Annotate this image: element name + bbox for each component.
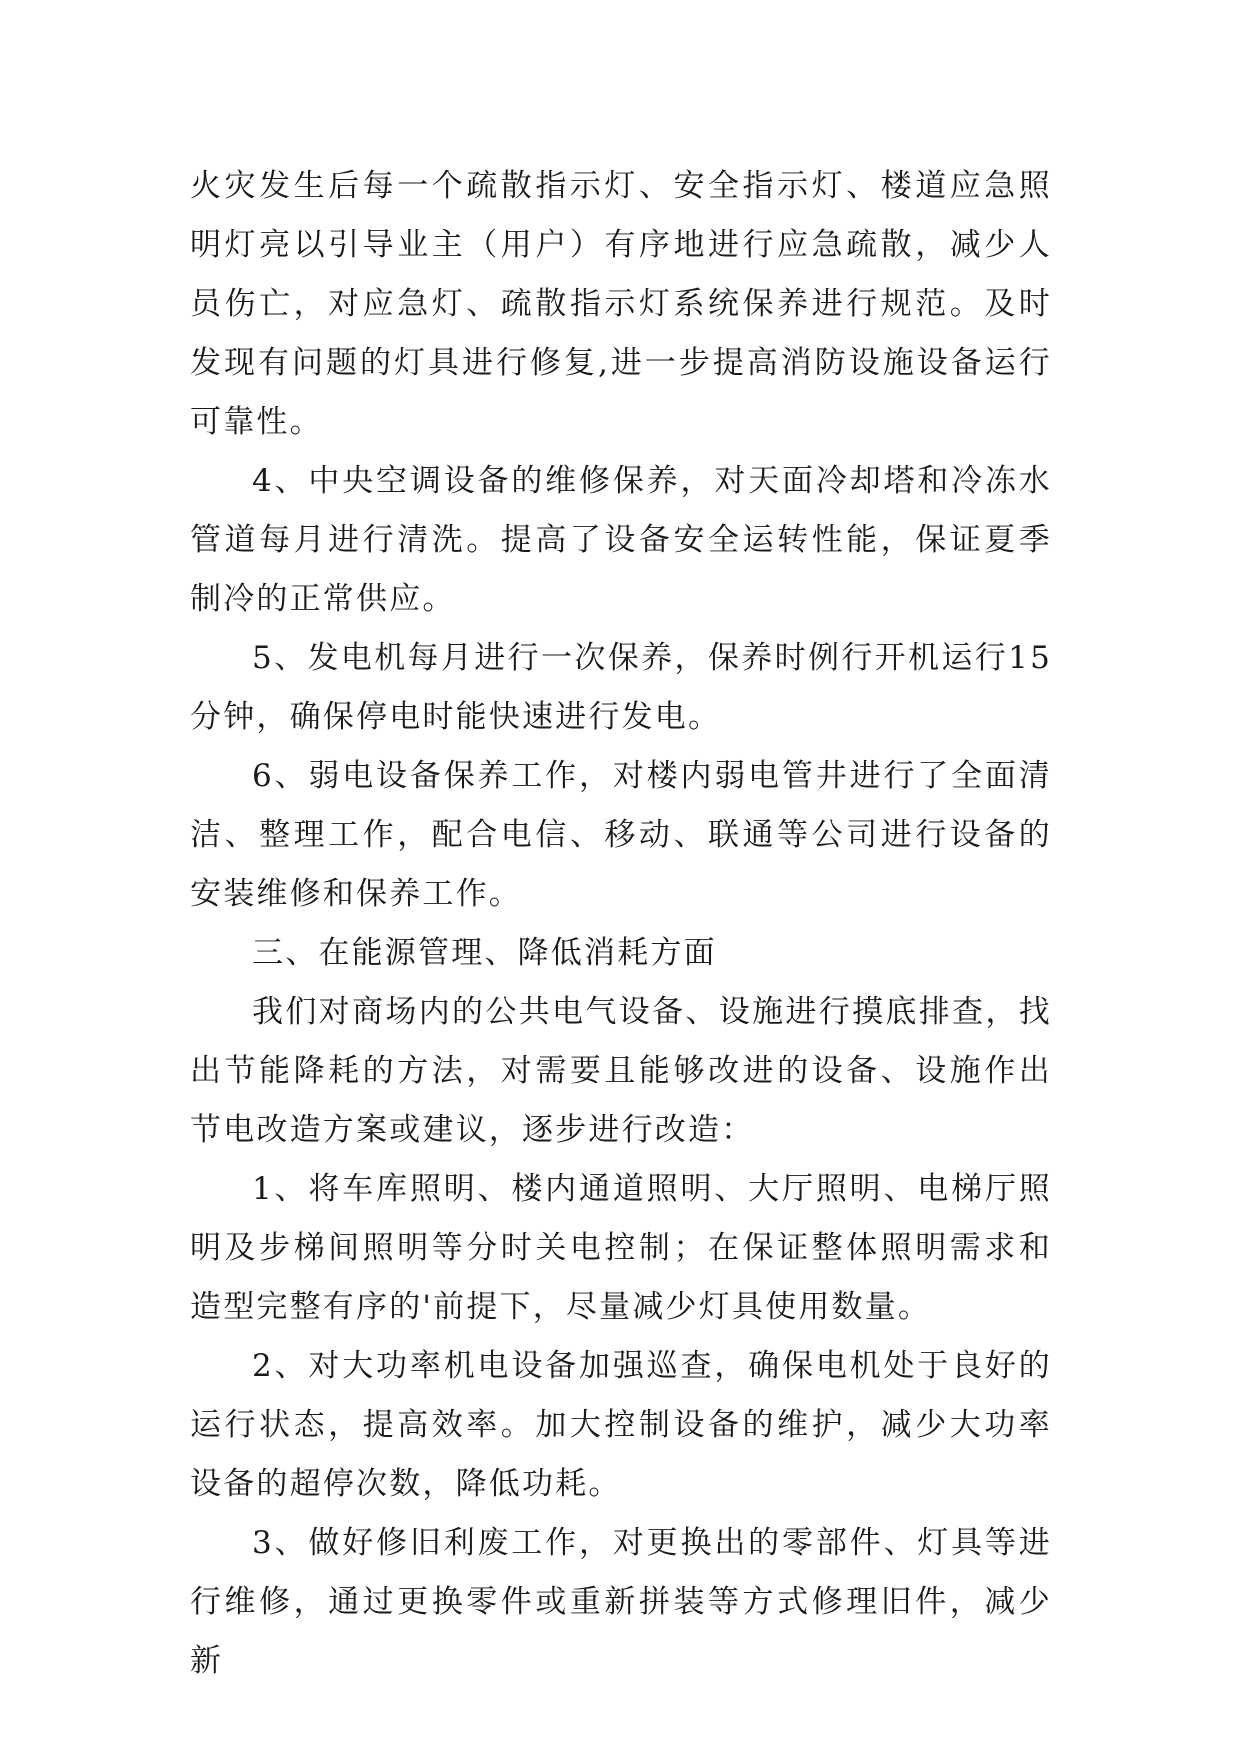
paragraph-item-5-generator: 5、发电机每月进行一次保养，保养时例行开机运行15分钟，确保停电时能快速进行发电。 xyxy=(190,640,1052,735)
document-body xyxy=(190,157,1052,1691)
section-heading-energy: 三、在能源管理、降低消耗方面 xyxy=(252,935,717,971)
paragraph-fire-lighting: 火灾发生后每一个疏散指示灯、安全指示灯、楼道应急照明灯亮以引导业主（用户）有序地进行应急疏散，减少人员伤亡，对应急灯、疏散指示灯系统保养进行规范。及时发现有问题的灯具进行修复,进一步提高消防设施设备运行可靠性。 xyxy=(190,168,1052,440)
paragraph-energy-item-1: 1、将车库照明、楼内通道照明、大厅照明、电梯厅照明及步梯间照明等分时关电控制；在保证整体照明需求和造型完整有序的'前提下，尽量减少灯具使用数量。 xyxy=(190,1171,1052,1325)
paragraph-energy-item-3: 3、做好修旧利废工作，对更换出的零部件、灯具等进行维修，通过更换零件或重新拼装等方式修理旧件，减少新 xyxy=(190,1525,1052,1679)
paragraph-energy-item-2: 2、对大功率机电设备加强巡查，确保电机处于良好的运行状态，提高效率。加大控制设备的维护，减少大功率设备的超停次数，降低功耗。 xyxy=(190,1348,1052,1502)
paragraph-item-6-weak-current: 6、弱电设备保养工作，对楼内弱电管井进行了全面清洁、整理工作，配合电信、移动、联通等公司进行设备的安装维修和保养工作。 xyxy=(190,758,1052,912)
paragraph-item-4-hvac: 4、中央空调设备的维修保养，对天面冷却塔和冷冻水管道每月进行清洗。提高了设备安全运转性能，保证夏季制冷的正常供应。 xyxy=(190,463,1052,617)
paragraph-energy-intro: 我们对商场内的公共电气设备、设施进行摸底排查，找出节能降耗的方法，对需要且能够改进的设备、设施作出节电改造方案或建议，逐步进行改造： xyxy=(190,994,1052,1148)
